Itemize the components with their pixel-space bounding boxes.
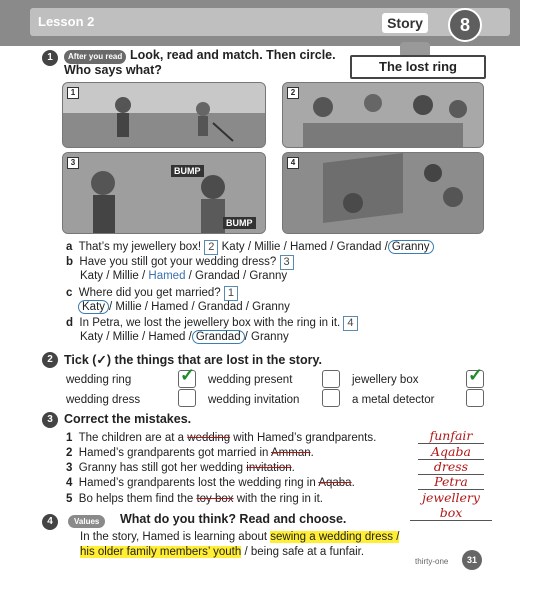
unit-number-badge: 8 [448,8,482,42]
sentence-text: . [291,462,295,474]
panel-number: 2 [287,87,299,99]
answer-field-2[interactable]: Aqaba [418,444,484,460]
sentence-text: The children are at a [78,432,188,444]
sentence-text: Bo helps them find the [78,493,197,505]
match-box[interactable]: 4 [343,316,357,331]
circled-answer[interactable]: Granny [388,240,434,254]
match-box[interactable]: 1 [224,286,238,301]
section1-number: 1 [42,50,58,66]
story-panel-4 [282,152,484,234]
section4-number: 4 [42,514,58,530]
mistake-sentence-5 [66,493,323,505]
values-pill: Values [68,515,105,528]
tick-label: wedding invitation [208,394,300,406]
tick-box[interactable] [178,365,196,388]
story-tab: Story [382,13,428,33]
bump-sound-effect-2: BUMP [223,217,256,229]
values-line-2 [80,546,364,558]
item-c [66,286,238,301]
mistake-sentence-4 [66,477,355,489]
sentence-text: . [310,447,314,459]
highlighted-answer[interactable]: his older family members’ youth [80,546,242,558]
tick-label: wedding dress [66,394,141,406]
answer-field-1[interactable]: funfair [418,428,484,444]
sentence-text: / being safe at a funfair. [241,546,365,558]
item-c-choices [78,301,290,313]
item-b-choices [80,270,287,282]
section2-number: 2 [42,352,58,368]
answer-field-4[interactable]: Petra [418,474,484,490]
tick-box[interactable] [322,370,340,388]
lesson-label: Lesson 2 [38,14,95,29]
mistake-sentence-3 [66,462,295,474]
section1-question: Who says what? [64,63,162,77]
item-number: 5 [66,493,73,505]
sentence-text: Hamed’s grandparents got married in [78,447,271,459]
match-box[interactable]: 2 [204,240,218,255]
item-d-choices [80,331,289,343]
answer-field-3[interactable]: dress [418,459,484,475]
mistake-sentence-2 [66,447,314,459]
checkmark-icon: ✓ [180,365,196,385]
choices-text: Katy / Millie / Hamed / [80,331,192,343]
sentence-text: . [351,477,355,489]
story-title: The lost ring [350,55,486,79]
panel-4-illustration [283,153,483,233]
item-text: Where did you get married? [78,287,221,299]
sentence-text: with Hamed’s grandparents. [230,432,377,444]
highlighted-answer[interactable]: sewing a wedding dress / [270,531,400,543]
sentence-text: with the ring in it. [233,493,323,505]
item-number: 1 [66,432,73,444]
story-panel-2 [282,82,484,148]
panel-2-illustration [283,83,483,147]
panel-number: 3 [67,157,79,169]
sentence-text: Granny has still got her wedding [78,462,247,474]
panel-1-illustration [63,83,265,147]
choices-text: / Granny [244,331,289,343]
section2-instruction: Tick (✓) the things that are lost in the story. [64,353,322,367]
choices-text: Katy / Millie / Hamed / Grandad / [221,241,388,253]
tick-label: wedding present [208,374,293,386]
section4-instruction: What do you think? Read and choose. [120,512,347,526]
choices-text: Katy / Millie / [80,270,149,282]
struck-word: Amman [271,447,311,459]
struck-word: toy box [196,493,234,505]
bump-sound-effect: BUMP [171,165,204,177]
values-line-1 [80,531,399,543]
item-letter: d [66,317,74,329]
item-letter: c [66,287,73,299]
item-a [66,240,434,255]
item-letter: b [66,256,74,268]
match-box[interactable]: 3 [280,255,294,270]
checkmark-icon: ✓ [468,365,484,385]
answer-field-5[interactable]: jewellery box [410,490,492,521]
tick-box[interactable] [322,389,340,407]
panel-number: 1 [67,87,79,99]
struck-word: Aqaba [318,477,352,489]
story-panel-3 [62,152,266,234]
tick-box[interactable] [466,365,484,388]
panel-number: 4 [287,157,299,169]
sentence-text: In the story, Hamed is learning about [80,531,271,543]
item-b [66,255,294,270]
sentence-text: Hamed’s grandparents lost the wedding ring in [78,477,319,489]
tick-label: a metal detector [352,394,435,406]
section1-instruction: Look, read and match. Then circle. [130,48,336,62]
page-word: thirty-one [415,557,449,566]
after-you-read-pill: After you read [64,50,126,64]
tick-label: wedding ring [66,374,132,386]
circled-answer[interactable]: Grandad [192,330,245,344]
mistake-sentence-1 [66,432,376,444]
tick-box[interactable] [466,389,484,407]
struck-word: wedding [187,432,231,444]
section3-number: 3 [42,412,58,428]
item-number: 4 [66,477,73,489]
item-text: Have you still got your wedding dress? [79,256,277,268]
item-text: That’s my jewellery box! [78,241,202,253]
item-letter: a [66,241,73,253]
item-number: 3 [66,462,73,474]
tick-label: jewellery box [352,374,419,386]
page-number: 31 [462,550,482,570]
item-number: 2 [66,447,73,459]
tick-box[interactable] [178,389,196,407]
item-d [66,316,358,331]
marked-answer[interactable]: Hamed [148,270,186,282]
circled-answer[interactable]: Katy [78,300,109,314]
story-panel-1 [62,82,266,148]
header-strip [30,8,510,36]
choices-text: / Grandad / Granny [185,270,288,282]
item-text: In Petra, we lost the jewellery box with the ring in it. [79,317,341,329]
struck-word: invitation [246,462,292,474]
section3-instruction: Correct the mistakes. [64,412,192,426]
choices-text: / Millie / Hamed / Grandad / Granny [109,301,290,313]
